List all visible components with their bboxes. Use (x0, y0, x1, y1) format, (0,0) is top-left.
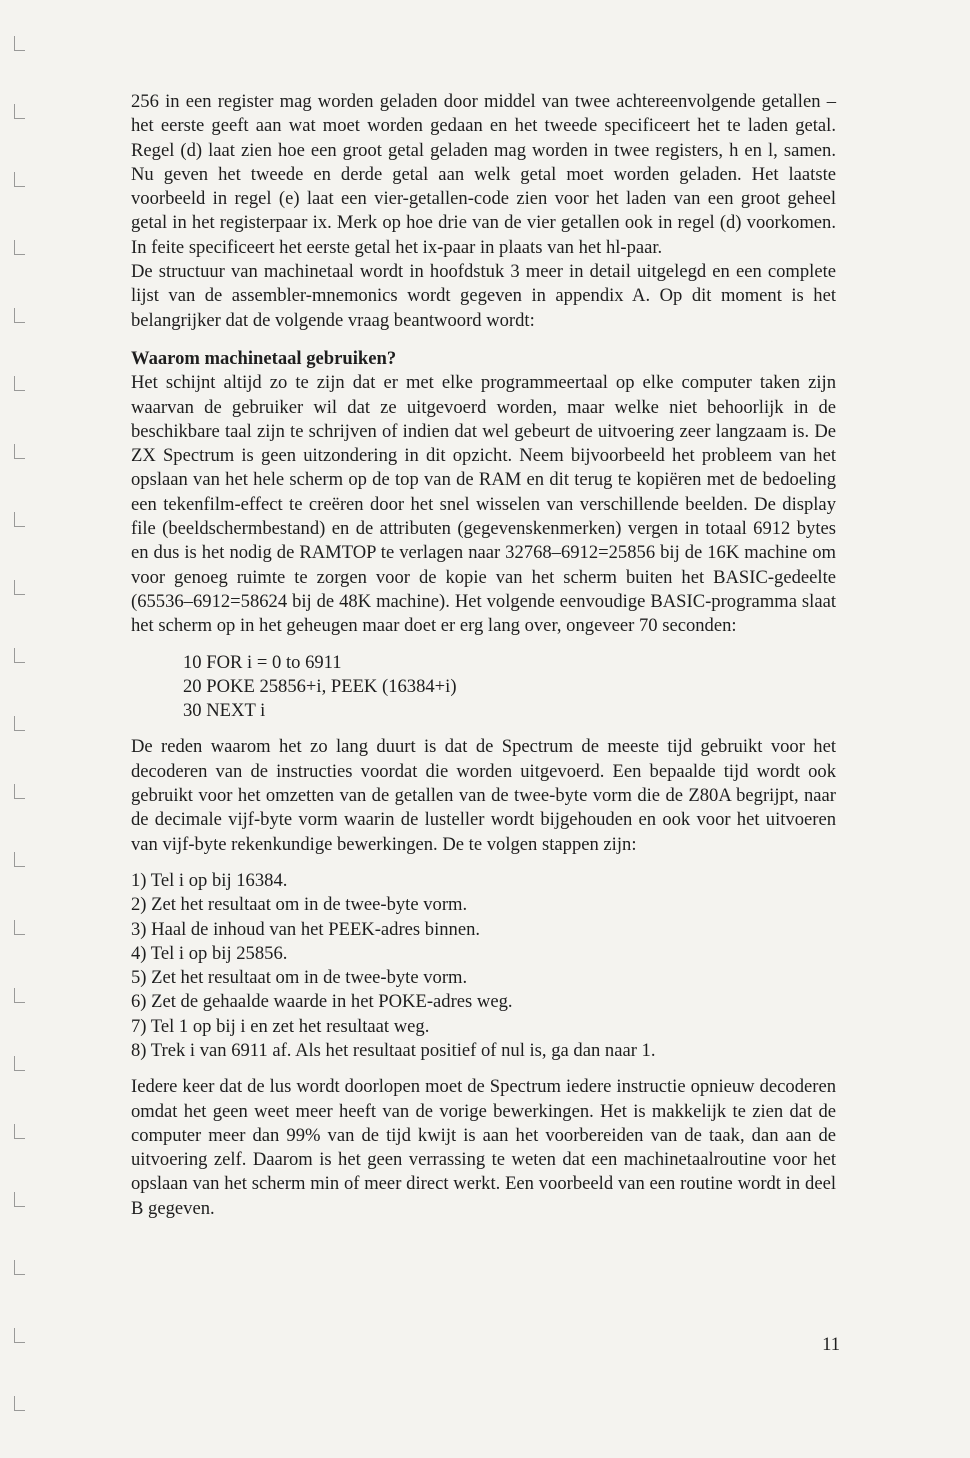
paragraph-decoding: De reden waarom het zo lang duurt is dat de Spectrum de meeste tijd gebruikt voor het decoderen van de instructies voordat die worden uitgevoerd. Een bepaalde tijd wordt ook gebruikt voor het omzetten van de getallen van de twee-byte vorm die de Z80A begrijpt, naar de decimale vijf-byte vorm waarin de lusteller wordt bijgehouden en ook voor het uitvoeren van vijf-byte rekenkundige bewerkingen. De te volgen stappen zijn: (131, 736, 836, 855)
page-body (131, 90, 836, 1221)
binding-mark (14, 1192, 25, 1207)
step-item: 1) Tel i op bij 16384. (131, 869, 288, 891)
binding-mark (14, 172, 25, 187)
step-item: 2) Zet het resultaat om in de twee-byte vorm. (131, 894, 468, 916)
binding-mark (14, 1260, 25, 1275)
binding-mark (14, 852, 25, 867)
spacer (131, 723, 836, 735)
binding-mark (14, 648, 25, 663)
binding-mark (14, 36, 25, 51)
paragraph-intro: 256 in een register mag worden geladen door middel van twee achtereenvolgende getallen – het eerste geeft aan wat moet worden gedaan en het tweede specificeert het te laden getal. Regel (d) laat zien hoe een groot getal geladen mag worden in twee registers, h en l, samen. Nu geven het tweede en derde getal aan welk getal moet worden geladen. Het laatste voorbeeld in regel (e) laat een vier-getallen-code zien voor het laden van een groot geheel getal in het registerpaar ix. Merk op hoe drie van de vier getallen ook in regel (d) voorkomen. In feite specificeert het eerste getal het ix-paar in plaats van het hl-paar. (131, 91, 836, 258)
step-item: 7) Tel 1 op bij i en zet het resultaat weg. (131, 1015, 430, 1037)
spacer (131, 639, 836, 651)
binding-mark (14, 104, 25, 119)
binding-mark (14, 1124, 25, 1139)
step-item: 4) Tel i op bij 25856. (131, 942, 288, 964)
spiral-binding-marks (0, 0, 40, 1458)
page-number: 11 (822, 1334, 840, 1355)
code-line: 30 NEXT i (183, 700, 266, 722)
steps-list (131, 869, 836, 1063)
binding-mark (14, 1056, 25, 1071)
step-item: 8) Trek i van 6911 af. Als het resultaat positief of nul is, ga dan naar 1. (131, 1039, 656, 1061)
basic-program-listing (183, 651, 836, 724)
spacer (131, 1063, 836, 1075)
spacer (131, 857, 836, 869)
spacer (131, 333, 836, 347)
binding-mark (14, 1396, 25, 1411)
binding-mark (14, 580, 25, 595)
binding-mark (14, 988, 25, 1003)
binding-mark (14, 716, 25, 731)
step-item: 5) Zet het resultaat om in de twee-byte vorm. (131, 967, 468, 989)
paragraph-structure: De structuur van machinetaal wordt in hoofdstuk 3 meer in detail uitgelegd en een complete lijst van de assembler-mnemonics wordt gegeven in appendix A. Op dit moment is het belangrijker dat de volgende vraag beantwoord wordt: (131, 261, 836, 331)
code-line: 20 POKE 25856+i, PEEK (16384+i) (183, 675, 457, 697)
code-line: 10 FOR i = 0 to 6911 (183, 651, 342, 673)
step-item: 6) Zet de gehaalde waarde in het POKE-adres weg. (131, 991, 513, 1013)
binding-mark (14, 308, 25, 323)
binding-mark (14, 444, 25, 459)
binding-mark (14, 376, 25, 391)
binding-mark (14, 512, 25, 527)
section-heading: Waarom machinetaal gebruiken? (131, 347, 397, 369)
binding-mark (14, 784, 25, 799)
binding-mark (14, 240, 25, 255)
binding-mark (14, 1328, 25, 1343)
paragraph-conclusion: Iedere keer dat de lus wordt doorlopen moet de Spectrum iedere instructie opnieuw decoderen omdat het geen weet meer heeft van de vorige bewerkingen. Het is makkelijk te zien dat de computer meer dan 99% van de tijd kwijt is aan het voorbereiden van de taak, dan aan de uitvoering zelf. Daarom is het geen verrassing te weten dat een machinetaalroutine voor het opslaan van het scherm min of meer direct werkt. Een voorbeeld van een routine wordt in deel B gegeven. (131, 1076, 836, 1219)
step-item: 3) Haal de inhoud van het PEEK-adres binnen. (131, 918, 481, 940)
binding-mark (14, 920, 25, 935)
paragraph-why-machine-code: Het schijnt altijd zo te zijn dat er met elke programmeertaal op elke computer taken zijn waarvan de gebruiker wil dat ze uitgevoerd worden, maar welke niet behoorlijk in de beschikbare taal zijn te schrijven of indien dat wel gebeurt de uitvoering zeer langzaam is. De ZX Spectrum is geen uitzondering in dit opzicht. Neem bijvoorbeeld het probleem van het opslaan van het hele scherm op de top van de RAM en dit terug te kopiëren met de bedoeling een tekenfilm-effect te creëren door het snel wisselen van verschillende beelden. De display file (beeldschermbestand) en de attributen (gegevenskenmerken) vergen in totaal 6912 bytes en dus is het nodig de RAMTOP te verlagen naar 32768–6912=25856 bij de 16K machine om voor genoeg ruimte te zorgen voor de kopie van het scherm buiten het BASIC-gedeelte (65536–6912=58624 bij de 48K machine). Het volgende eenvoudige BASIC-programma slaat het scherm op in het geheugen maar doet er erg lang over, ongeveer 70 seconden: (131, 372, 836, 637)
